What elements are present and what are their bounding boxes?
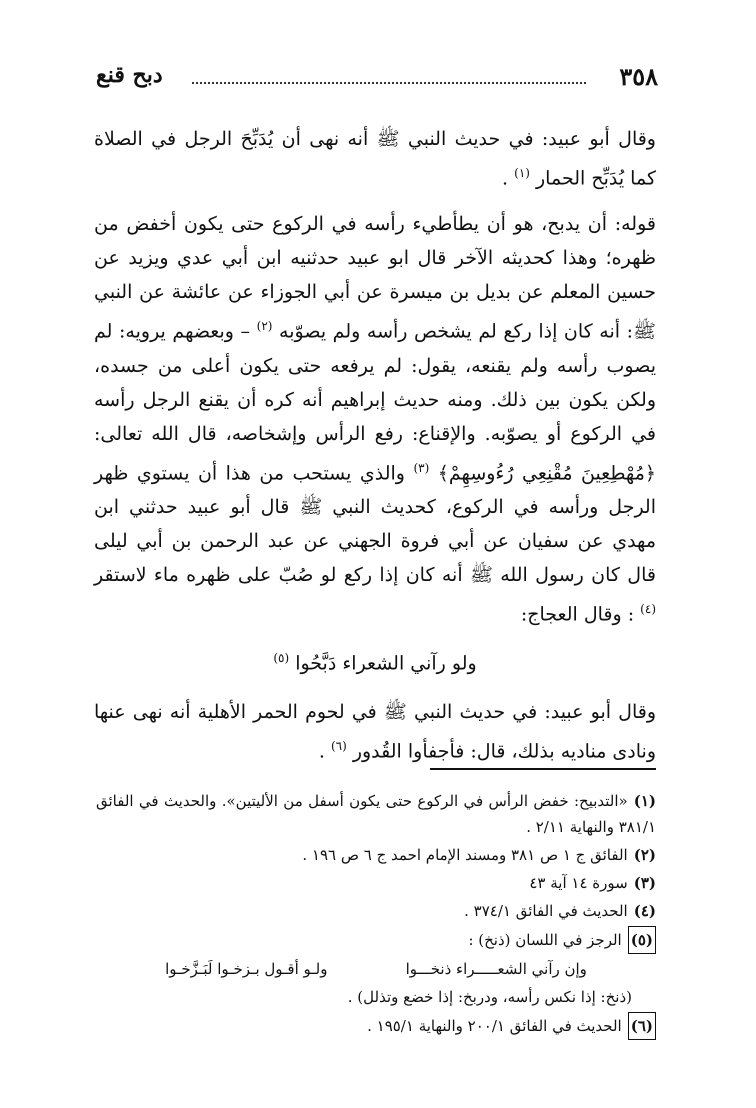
- footnote-text: الحديث في الفائق ٣٧٤/١ .: [464, 902, 628, 920]
- footnote-ref-5: (٥): [273, 651, 290, 666]
- footnote-text: الفائق ج ١ ص ٣٨١ ومسند الإمام احمد ج ٦ ص ١٩٦ .: [302, 846, 628, 864]
- footnote-ref-1: (١): [514, 166, 530, 180]
- main-text: [94, 122, 656, 768]
- footnote-text: الحديث في الفائق ٢٠٠/١ والنهاية ١٩٥/١ .: [367, 1017, 622, 1035]
- paragraph-3: [94, 695, 656, 768]
- footnote-3: [96, 870, 656, 896]
- footnote-6: [96, 1012, 656, 1040]
- page-header: [96, 62, 658, 96]
- footnote-5-verse: [126, 956, 626, 982]
- footnote-text: الرجز في اللسان (ذنخ) :: [468, 931, 622, 949]
- footnote-ref-3: (٣): [413, 460, 430, 475]
- footnote-text: «التدبيح: خفض الرأس في الركوع حتى يكون أسفل من الأليتين». والحديث في الفائق ٣٨١/١ والنهاية ٢/١١ .: [96, 792, 656, 836]
- footnote-ref-6: (٦): [330, 738, 347, 753]
- footnote-ref-4: (٤): [640, 601, 656, 616]
- paragraph-1-text: وقال أبو عبيد: في حديث النبي ﷺ أنه نهى أن يُدَبِّحَ الرجل في الصلاة كما يُدَبِّح الحمار: [94, 128, 656, 190]
- footnote-number: (٢): [633, 846, 656, 864]
- footnote-2: [96, 842, 656, 868]
- footnote-5: [96, 926, 656, 954]
- verse-text: ولو رآني الشعراء دَبَّحُوا: [295, 652, 477, 675]
- footnote-4: [96, 898, 656, 924]
- verse-hemistich-left: ولـو أقـول بـزخـوا لَبَـزَّخـوا: [165, 960, 328, 978]
- footnote-1: [96, 788, 656, 840]
- footnote-number: (١): [633, 792, 656, 810]
- footnote-separator: [430, 768, 656, 770]
- verse-hemistich-right: وإن رآني الشعـــــراء ذنخـــوا: [405, 960, 587, 978]
- header-dotted-leader: [192, 82, 586, 84]
- paragraph-3-end: .: [318, 739, 325, 762]
- footnotes: [96, 788, 656, 1042]
- footnote-number: (٣): [633, 874, 656, 892]
- running-head: دبح قنع: [96, 62, 163, 88]
- paragraph-1: [94, 122, 656, 195]
- page-number: ٣٥٨: [619, 62, 658, 91]
- paragraph-2-part-c: والذي يستحب من هذا أن يستوي ظهر الرجل ورأسه في الركوع، كحديث النبي ﷺ قال أبو عبيد حدثني ابن مهدي عن سفيان عن أبي فروة الجهني عن عبد الرحمن بن أبي ليلى قال كان رسول الله ﷺ أنه كان إذا ركع لو صُبّ على ظهره ماء لاستقر: [94, 461, 656, 586]
- footnote-number: (٥): [628, 926, 656, 954]
- footnote-number: (٤): [633, 902, 656, 920]
- paragraph-2-part-d: : وقال العجاج:: [520, 603, 635, 626]
- footnote-text: سورة ١٤ آية ٤٣: [529, 874, 628, 892]
- paragraph-2-part-a: قوله: أن يدبح، هو أن يطأطيء رأسه في الركوع حتى يكون أخفض من ظهره؛ وهذا كحديثه الآخر قال ابو عبيد حدثنيه ابن أبي عدي ويزيد عن حسين المعلم عن بديل بن ميسرة عن أبي الجوزاء عن عائشة عن النبي ﷺ: أنه كان إذا ركع لم يشخص رأسه ولم يصوّبه: [94, 213, 656, 343]
- paragraph-2: [94, 207, 656, 631]
- footnote-ref-2: (٢): [256, 319, 273, 334]
- verse-line: [94, 641, 656, 680]
- footnote-5-note: (ذنخ: إذا نكس رأسه، ودربخ: إذا خضع وتذلل) .: [347, 988, 632, 1006]
- footnote-number: (٦): [628, 1012, 656, 1040]
- paragraph-2-part-b: – وبعضهم يرويه: لم يصوب رأسه ولم يقنعه، يقول: لم يرفعه حتى يكون أعلى من جسده، ولكن يكون بين ذلك. ومنه حديث إبراهيم أنه كره أن يقنع الرجل رأسه في الركوع أو يصوّبه. والإقناع: رفع الرأس وإشخاصه، قال الله تعالى: ﴿مُهْطِعِينَ مُقْنِعِي رُءُوسِهِمْ﴾: [94, 320, 657, 484]
- paragraph-1-end: .: [502, 167, 509, 190]
- paragraph-3-text: وقال أبو عبيد: في حديث النبي ﷺ في لحوم الحمر الأهلية أنه نهى عنها ونادى مناديه بذلك، قال: فأجفأوا القُدور: [94, 700, 656, 762]
